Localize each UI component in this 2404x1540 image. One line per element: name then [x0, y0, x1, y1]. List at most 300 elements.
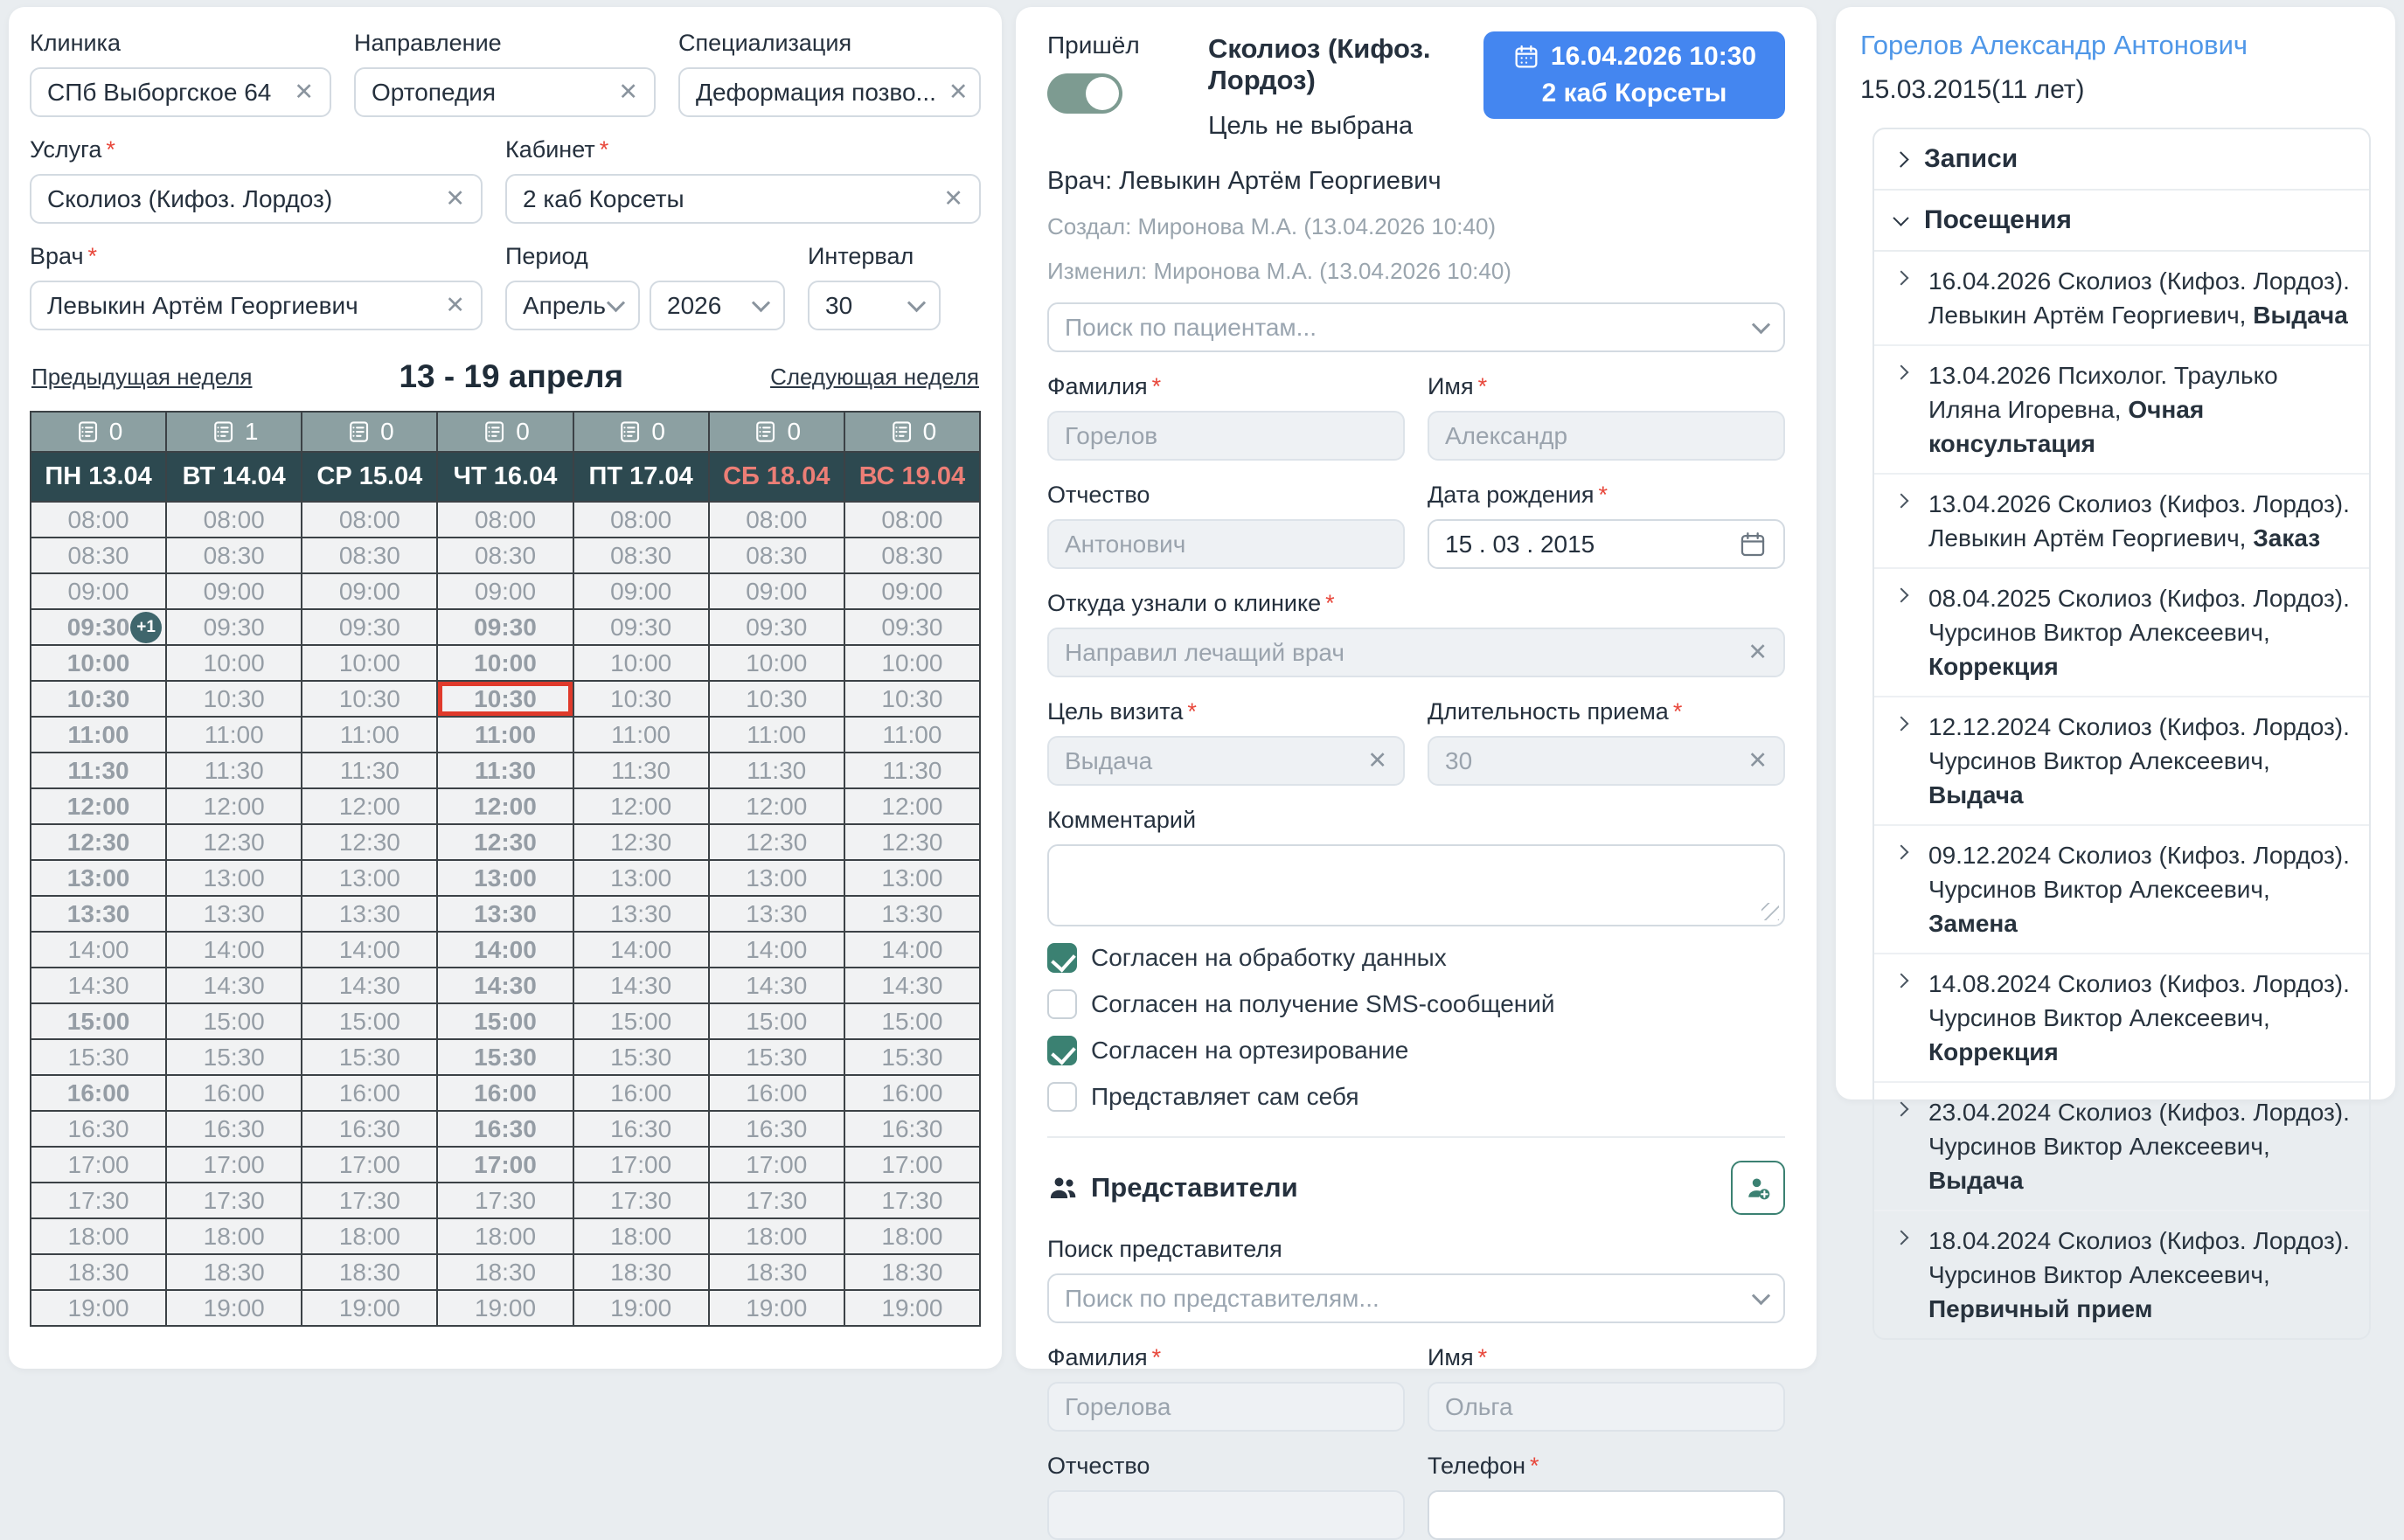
time-slot-17.04-12:30[interactable]: 12:30 — [573, 824, 709, 860]
time-slot-18.04-13:00[interactable]: 13:00 — [709, 860, 844, 896]
day-header: СБ 18.04 — [709, 452, 844, 502]
patient-birthdate: 15.03.2015(11 лет) — [1860, 75, 2085, 104]
duration-group: Длительность приема * 30 ✕ — [1428, 698, 1785, 786]
clinic-field-group — [30, 30, 331, 117]
time-slot-16.04-08:30[interactable]: 08:30 — [437, 538, 573, 573]
patient-name-group: Имя * Александр — [1428, 373, 1785, 461]
time-slot-13.04-13:00[interactable]: 13:00 — [31, 860, 166, 896]
time-slot-18.04-17:00[interactable]: 17:00 — [709, 1147, 844, 1183]
time-slot-19.04-12:30[interactable]: 12:30 — [844, 824, 980, 860]
visit-type: Замена — [1928, 910, 2018, 937]
time-slot-16.04-15:00[interactable]: 15:00 — [437, 1003, 573, 1039]
time-slot-16.04-16:00[interactable]: 16:00 — [437, 1075, 573, 1111]
day-appointment-count: 0 — [844, 412, 980, 452]
time-slot-14.04-16:00[interactable]: 16:00 — [166, 1075, 302, 1111]
time-slot-19.04-15:30[interactable]: 15:30 — [844, 1039, 980, 1075]
visit-type: Выдача — [1928, 1167, 2024, 1194]
visit-item-3[interactable] — [1874, 569, 2369, 697]
time-slot-18.04-19:00[interactable]: 19:00 — [709, 1290, 844, 1326]
time-slot-15.04-11:00[interactable]: 11:00 — [302, 717, 437, 753]
clear-icon[interactable]: ✕ — [943, 185, 963, 212]
time-slot-14.04-13:00[interactable]: 13:00 — [166, 860, 302, 896]
checkbox-checked-icon[interactable] — [1047, 943, 1077, 973]
time-slot-15.04-09:30[interactable]: 09:30 — [302, 609, 437, 645]
visit-item-6[interactable] — [1874, 954, 2369, 1083]
visit-item-8[interactable] — [1874, 1211, 2369, 1338]
visit-item-text: 09.12.2024 Сколиоз (Кифоз. Лордоз). Чурсинов Виктор Алексеевич, Замена — [1928, 842, 2350, 937]
time-slot-19.04-10:00[interactable]: 10:00 — [844, 645, 980, 681]
goal-status: Цель не выбрана — [1208, 112, 1414, 140]
time-slot-16.04-16:30[interactable]: 16:30 — [437, 1111, 573, 1147]
appointment-doctor-line: Врач: Левыкин Артём Георгиевич — [1047, 167, 1442, 195]
clinic-label: Клиника — [30, 30, 121, 56]
clear-icon[interactable]: ✕ — [1747, 639, 1768, 665]
doctor-input[interactable]: Левыкин Артём Георгиевич ✕ — [30, 281, 483, 330]
time-slot-16.04-12:30[interactable]: 12:30 — [437, 824, 573, 860]
time-slot-18.04-16:30[interactable]: 16:30 — [709, 1111, 844, 1147]
consent-checkbox-1[interactable] — [1047, 989, 1785, 1019]
day-appointment-count: 0 — [709, 412, 844, 452]
time-slot-17.04-15:30[interactable]: 15:30 — [573, 1039, 709, 1075]
time-slot-15.04-12:00[interactable]: 12:00 — [302, 788, 437, 824]
patient-search-input[interactable]: Поиск по пациентам... — [1047, 302, 1785, 352]
time-slot-13.04-14:00[interactable]: 14:00 — [31, 932, 166, 968]
rep-phone-group: Телефон * — [1428, 1453, 1785, 1540]
time-slot-17.04-11:30[interactable]: 11:30 — [573, 753, 709, 788]
time-slot-19.04-13:00[interactable]: 13:00 — [844, 860, 980, 896]
interval-label: Интервал — [808, 243, 914, 269]
time-slot-19.04-14:00[interactable]: 14:00 — [844, 932, 980, 968]
time-slot-18.04-10:00[interactable]: 10:00 — [709, 645, 844, 681]
service-label: Услуга — [30, 136, 102, 163]
doctor-field-group: Врач * Левыкин Артём Георгиевич ✕ — [30, 243, 483, 330]
time-slot-14.04-11:30[interactable]: 11:30 — [166, 753, 302, 788]
clear-icon[interactable]: ✕ — [948, 79, 969, 105]
time-slot-14.04-17:30[interactable]: 17:30 — [166, 1183, 302, 1218]
visit-item-1[interactable] — [1874, 346, 2369, 475]
time-slot-16.04-09:30[interactable]: 09:30 — [437, 609, 573, 645]
time-slot-19.04-17:00[interactable]: 17:00 — [844, 1147, 980, 1183]
clear-icon[interactable]: ✕ — [445, 292, 465, 318]
time-slot-18.04-09:30[interactable]: 09:30 — [709, 609, 844, 645]
time-slot-18.04-11:30[interactable]: 11:30 — [709, 753, 844, 788]
clear-icon[interactable]: ✕ — [1747, 747, 1768, 773]
time-slot-17.04-08:00[interactable]: 08:00 — [573, 502, 709, 538]
checkbox-unchecked-icon[interactable] — [1047, 1082, 1077, 1112]
time-slot-16.04-11:30[interactable]: 11:30 — [437, 753, 573, 788]
visit-item-text: 23.04.2024 Сколиоз (Кифоз. Лордоз). Чурсинов Виктор Алексеевич, Выдача — [1928, 1099, 2350, 1194]
time-slot-19.04-11:00[interactable]: 11:00 — [844, 717, 980, 753]
visit-type: Коррекция — [1928, 653, 2059, 680]
chevron-down-icon — [607, 294, 625, 312]
time-slot-16.04-13:30[interactable]: 13:30 — [437, 896, 573, 932]
time-slot-17.04-17:30[interactable]: 17:30 — [573, 1183, 709, 1218]
time-slot-14.04-11:00[interactable]: 11:00 — [166, 717, 302, 753]
time-slot-19.04-18:00[interactable]: 18:00 — [844, 1218, 980, 1254]
patient-panel — [1836, 7, 2395, 1322]
time-slot-16.04-12:00[interactable]: 12:00 — [437, 788, 573, 824]
comment-textarea[interactable] — [1047, 844, 1785, 926]
chevron-right-icon — [1894, 271, 1909, 286]
time-slot-18.04-12:00[interactable]: 12:00 — [709, 788, 844, 824]
time-slot-13.04-10:00[interactable]: 10:00 — [31, 645, 166, 681]
time-slot-18.04-14:00[interactable]: 14:00 — [709, 932, 844, 968]
time-slot-18.04-08:30[interactable]: 08:30 — [709, 538, 844, 573]
time-slot-14.04-08:00[interactable]: 08:00 — [166, 502, 302, 538]
time-slot-19.04-15:00[interactable]: 15:00 — [844, 1003, 980, 1039]
checkbox-label: Согласен на получение SMS-сообщений — [1091, 990, 1555, 1017]
time-slot-19.04-08:30[interactable]: 08:30 — [844, 538, 980, 573]
time-slot-17.04-09:30[interactable]: 09:30 — [573, 609, 709, 645]
time-slot-15.04-13:00[interactable]: 13:00 — [302, 860, 437, 896]
appointment-service-title: Сколиоз (Кифоз. Лордоз) — [1208, 33, 1431, 95]
time-slot-17.04-11:00[interactable]: 11:00 — [573, 717, 709, 753]
checkbox-checked-icon[interactable] — [1047, 1036, 1077, 1065]
time-slot-18.04-14:30[interactable]: 14:30 — [709, 968, 844, 1003]
time-slot-15.04-16:00[interactable]: 16:00 — [302, 1075, 437, 1111]
interval-field-group — [808, 243, 941, 330]
calendar-icon[interactable] — [1738, 530, 1768, 559]
time-slot-16.04-08:00[interactable]: 08:00 — [437, 502, 573, 538]
time-slot-17.04-13:00[interactable]: 13:00 — [573, 860, 709, 896]
time-slot-17.04-13:30[interactable]: 13:30 — [573, 896, 709, 932]
time-slot-14.04-18:30[interactable]: 18:30 — [166, 1254, 302, 1290]
specialization-field-group — [678, 30, 981, 117]
time-slot-14.04-10:00[interactable]: 10:00 — [166, 645, 302, 681]
time-slot-17.04-16:00[interactable]: 16:00 — [573, 1075, 709, 1111]
specialization-label: Специализация — [678, 30, 852, 56]
rep-search-group — [1047, 1236, 1785, 1323]
day-header: ЧТ 16.04 — [437, 452, 573, 502]
time-slot-16.04-09:00[interactable]: 09:00 — [437, 573, 573, 609]
time-slot-13.04-09:30[interactable]: 09:30 +1 — [31, 609, 166, 645]
direction-field-group — [354, 30, 656, 117]
next-week-link[interactable]: Следующая неделя — [770, 363, 979, 390]
time-slot-17.04-12:00[interactable]: 12:00 — [573, 788, 709, 824]
time-slot-14.04-08:30[interactable]: 08:30 — [166, 538, 302, 573]
time-slot-14.04-12:30[interactable]: 12:30 — [166, 824, 302, 860]
time-slot-18.04-11:00[interactable]: 11:00 — [709, 717, 844, 753]
time-slot-16.04-15:30[interactable]: 15:30 — [437, 1039, 573, 1075]
checkbox-label: Согласен на ортезирование — [1091, 1037, 1409, 1064]
visit-type: Заказ — [2253, 524, 2321, 551]
doctor-label: Врач — [30, 243, 84, 269]
rep-surname-input: Горелова — [1047, 1382, 1405, 1432]
time-slot-17.04-18:30[interactable]: 18:30 — [573, 1254, 709, 1290]
time-slot-16.04-10:00[interactable]: 10:00 — [437, 645, 573, 681]
schedule-count-icon — [481, 419, 507, 445]
visit-type: Выдача — [2253, 302, 2348, 329]
visit-item-2[interactable] — [1874, 475, 2369, 569]
chevron-right-icon — [1894, 845, 1909, 860]
day-header: СР 15.04 — [302, 452, 437, 502]
birthdate-input[interactable]: 15 . 03 . 2015 — [1428, 519, 1785, 569]
visit-item-text: 14.08.2024 Сколиоз (Кифоз. Лордоз). Чурсинов Виктор Алексеевич, Коррекция — [1928, 970, 2350, 1065]
chevron-right-icon — [1894, 494, 1909, 509]
time-slot-18.04-15:30[interactable]: 15:30 — [709, 1039, 844, 1075]
prev-week-link[interactable]: Предыдущая неделя — [31, 363, 253, 390]
time-slot-15.04-09:00[interactable]: 09:00 — [302, 573, 437, 609]
time-slot-13.04-15:00[interactable]: 15:00 — [31, 1003, 166, 1039]
clear-icon[interactable]: ✕ — [294, 79, 314, 105]
time-slot-13.04-11:30[interactable]: 11:30 — [31, 753, 166, 788]
consent-checkbox-0[interactable] — [1047, 943, 1785, 973]
time-slot-16.04-13:00[interactable]: 13:00 — [437, 860, 573, 896]
rep-search-input[interactable]: Поиск по представителям... — [1047, 1273, 1785, 1323]
history-card — [1872, 128, 2371, 1340]
consent-checkboxes — [1047, 943, 1785, 1112]
service-input[interactable]: Сколиоз (Кифоз. Лордоз) ✕ — [30, 174, 483, 224]
time-slot-19.04-10:30[interactable]: 10:30 — [844, 681, 980, 717]
chevron-right-icon — [1894, 1231, 1909, 1245]
time-slot-15.04-18:30[interactable]: 18:30 — [302, 1254, 437, 1290]
visit-goal-input: Выдача ✕ — [1047, 736, 1405, 786]
chevron-down-icon — [1893, 210, 1908, 225]
time-slot-19.04-13:30[interactable]: 13:30 — [844, 896, 980, 932]
time-slot-18.04-08:00[interactable]: 08:00 — [709, 502, 844, 538]
time-slot-14.04-17:00[interactable]: 17:00 — [166, 1147, 302, 1183]
schedule-count-icon — [345, 419, 372, 445]
time-slot-18.04-18:30[interactable]: 18:30 — [709, 1254, 844, 1290]
direction-input[interactable]: Ортопедия ✕ — [354, 67, 656, 117]
time-slot-15.04-12:30[interactable]: 12:30 — [302, 824, 437, 860]
interval-select[interactable]: 30 — [808, 281, 941, 330]
year-select[interactable]: 2026 — [650, 281, 785, 330]
day-appointment-count: 0 — [31, 412, 166, 452]
time-slot-16.04-17:30[interactable]: 17:30 — [437, 1183, 573, 1218]
chevron-right-icon — [1894, 717, 1909, 732]
month-select[interactable]: Апрель — [505, 281, 640, 330]
time-slot-17.04-18:00[interactable]: 18:00 — [573, 1218, 709, 1254]
time-slot-15.04-15:30[interactable]: 15:30 — [302, 1039, 437, 1075]
calendar-icon — [1512, 43, 1540, 71]
time-slot-14.04-14:00[interactable]: 14:00 — [166, 932, 302, 968]
patient-surname-group: Фамилия * Горелов — [1047, 373, 1405, 461]
time-slot-18.04-10:30[interactable]: 10:30 — [709, 681, 844, 717]
time-slot-18.04-12:30[interactable]: 12:30 — [709, 824, 844, 860]
time-slot-16.04-14:30[interactable]: 14:30 — [437, 968, 573, 1003]
time-slot-15.04-18:00[interactable]: 18:00 — [302, 1218, 437, 1254]
time-slot-18.04-16:00[interactable]: 16:00 — [709, 1075, 844, 1111]
birthdate-group: Дата рождения * 15 . 03 . 2015 — [1428, 482, 1785, 569]
time-slot-19.04-09:30[interactable]: 09:30 — [844, 609, 980, 645]
time-slot-13.04-08:30[interactable]: 08:30 — [31, 538, 166, 573]
chevron-right-icon — [1894, 365, 1909, 380]
time-slot-19.04-12:00[interactable]: 12:00 — [844, 788, 980, 824]
time-slot-19.04-18:30[interactable]: 18:30 — [844, 1254, 980, 1290]
time-slot-15.04-10:00[interactable]: 10:00 — [302, 645, 437, 681]
duration-input: 30 ✕ — [1428, 736, 1785, 786]
checkbox-label: Согласен на обработку данных — [1091, 944, 1447, 971]
time-slot-17.04-10:30[interactable]: 10:30 — [573, 681, 709, 717]
time-slot-16.04-18:00[interactable]: 18:00 — [437, 1218, 573, 1254]
chevron-right-icon — [1894, 588, 1909, 603]
chevron-down-icon — [1752, 316, 1770, 334]
time-slot-15.04-14:30[interactable]: 14:30 — [302, 968, 437, 1003]
day-appointment-count: 0 — [573, 412, 709, 452]
chevron-down-icon — [1752, 1287, 1770, 1305]
time-slot-15.04-17:30[interactable]: 17:30 — [302, 1183, 437, 1218]
rep-phone-input[interactable] — [1428, 1490, 1785, 1540]
day-header: ВС 19.04 — [844, 452, 980, 502]
time-slot-19.04-09:00[interactable]: 09:00 — [844, 573, 980, 609]
schedule-count-icon — [210, 419, 236, 445]
schedule-count-icon — [888, 419, 914, 445]
time-slot-13.04-11:00[interactable]: 11:00 — [31, 717, 166, 753]
time-slot-15.04-17:00[interactable]: 17:00 — [302, 1147, 437, 1183]
resize-handle-icon[interactable] — [1761, 903, 1779, 920]
cabinet-input[interactable]: 2 каб Корсеты ✕ — [505, 174, 981, 224]
time-slot-15.04-10:30[interactable]: 10:30 — [302, 681, 437, 717]
add-representative-button[interactable] — [1731, 1161, 1785, 1215]
consent-checkbox-2[interactable] — [1047, 1036, 1785, 1065]
extra-appointments-badge[interactable]: +1 — [130, 612, 162, 643]
time-slot-14.04-15:00[interactable]: 15:00 — [166, 1003, 302, 1039]
time-slot-17.04-14:00[interactable]: 14:00 — [573, 932, 709, 968]
time-slot-17.04-17:00[interactable]: 17:00 — [573, 1147, 709, 1183]
time-slot-15.04-15:00[interactable]: 15:00 — [302, 1003, 437, 1039]
checkbox-label: Представляет сам себя — [1091, 1083, 1359, 1110]
filters-schedule-panel — [9, 7, 1002, 1369]
time-slot-15.04-14:00[interactable]: 14:00 — [302, 932, 437, 968]
clear-icon[interactable]: ✕ — [1367, 747, 1387, 773]
time-slot-13.04-09:00[interactable]: 09:00 — [31, 573, 166, 609]
time-slot-15.04-08:00[interactable]: 08:00 — [302, 502, 437, 538]
time-slot-13.04-16:00[interactable]: 16:00 — [31, 1075, 166, 1111]
specialization-input[interactable]: Деформация позво... ✕ — [678, 67, 981, 117]
time-slot-18.04-18:00[interactable]: 18:00 — [709, 1218, 844, 1254]
time-slot-16.04-18:30[interactable]: 18:30 — [437, 1254, 573, 1290]
time-slot-13.04-08:00[interactable]: 08:00 — [31, 502, 166, 538]
visit-item-text: 12.12.2024 Сколиоз (Кифоз. Лордоз). Чурсинов Виктор Алексеевич, Выдача — [1928, 713, 2350, 808]
time-slot-13.04-18:30[interactable]: 18:30 — [31, 1254, 166, 1290]
time-slot-19.04-11:30[interactable]: 11:30 — [844, 753, 980, 788]
time-slot-16.04-10:30[interactable]: 10:30 — [437, 681, 573, 717]
visits-section-toggle[interactable]: Посещения — [1874, 191, 2369, 252]
schedule-table — [30, 411, 981, 1327]
time-slot-13.04-12:00[interactable]: 12:00 — [31, 788, 166, 824]
time-slot-13.04-19:00[interactable]: 19:00 — [31, 1290, 166, 1326]
time-slot-15.04-19:00[interactable]: 19:00 — [302, 1290, 437, 1326]
time-slot-13.04-15:30[interactable]: 15:30 — [31, 1039, 166, 1075]
visit-type: Выдача — [1928, 781, 2024, 808]
time-slot-17.04-14:30[interactable]: 14:30 — [573, 968, 709, 1003]
rep-patronymic-input — [1047, 1490, 1405, 1540]
time-slot-14.04-13:30[interactable]: 13:30 — [166, 896, 302, 932]
time-slot-14.04-09:00[interactable]: 09:00 — [166, 573, 302, 609]
time-slot-15.04-11:30[interactable]: 11:30 — [302, 753, 437, 788]
time-slot-19.04-17:30[interactable]: 17:30 — [844, 1183, 980, 1218]
time-slot-16.04-11:00[interactable]: 11:00 — [437, 717, 573, 753]
schedule-count-icon — [616, 419, 643, 445]
time-slot-14.04-10:30[interactable]: 10:30 — [166, 681, 302, 717]
time-slot-13.04-12:30[interactable]: 12:30 — [31, 824, 166, 860]
time-slot-13.04-17:30[interactable]: 17:30 — [31, 1183, 166, 1218]
time-slot-13.04-14:30[interactable]: 14:30 — [31, 968, 166, 1003]
visit-item-4[interactable] — [1874, 697, 2369, 826]
time-slot-13.04-17:00[interactable]: 17:00 — [31, 1147, 166, 1183]
visit-item-7[interactable] — [1874, 1083, 2369, 1211]
time-slot-16.04-14:00[interactable]: 14:00 — [437, 932, 573, 968]
patient-name-link[interactable]: Горелов Александр Антонович — [1860, 30, 2248, 60]
time-slot-16.04-17:00[interactable]: 17:00 — [437, 1147, 573, 1183]
time-slot-17.04-16:30[interactable]: 16:30 — [573, 1111, 709, 1147]
time-slot-17.04-15:00[interactable]: 15:00 — [573, 1003, 709, 1039]
time-slot-19.04-14:30[interactable]: 14:30 — [844, 968, 980, 1003]
time-slot-18.04-15:00[interactable]: 15:00 — [709, 1003, 844, 1039]
time-slot-19.04-16:00[interactable]: 16:00 — [844, 1075, 980, 1111]
period-field-group — [505, 243, 785, 330]
time-slot-13.04-18:00[interactable]: 18:00 — [31, 1218, 166, 1254]
time-slot-18.04-09:00[interactable]: 09:00 — [709, 573, 844, 609]
time-slot-17.04-19:00[interactable]: 19:00 — [573, 1290, 709, 1326]
time-slot-14.04-18:00[interactable]: 18:00 — [166, 1218, 302, 1254]
time-slot-18.04-13:30[interactable]: 13:30 — [709, 896, 844, 932]
time-slot-14.04-19:00[interactable]: 19:00 — [166, 1290, 302, 1326]
cabinet-label: Кабинет — [505, 136, 595, 163]
time-slot-15.04-08:30[interactable]: 08:30 — [302, 538, 437, 573]
time-slot-14.04-15:30[interactable]: 15:30 — [166, 1039, 302, 1075]
visit-goal-group: Цель визита * Выдача ✕ — [1047, 698, 1405, 786]
time-slot-15.04-13:30[interactable]: 13:30 — [302, 896, 437, 932]
toggle-knob — [1086, 77, 1119, 110]
modified-line: Изменил: Миронова М.А. (13.04.2026 10:40) — [1047, 258, 1511, 284]
time-slot-15.04-16:30[interactable]: 16:30 — [302, 1111, 437, 1147]
visit-item-0[interactable] — [1874, 252, 2369, 346]
records-section-toggle[interactable]: Записи — [1874, 129, 2369, 191]
time-slot-17.04-08:30[interactable]: 08:30 — [573, 538, 709, 573]
time-slot-14.04-14:30[interactable]: 14:30 — [166, 968, 302, 1003]
patient-patronymic-input: Антонович — [1047, 519, 1405, 569]
day-header: ПТ 17.04 — [573, 452, 709, 502]
created-line: Создал: Миронова М.А. (13.04.2026 10:40) — [1047, 213, 1497, 239]
time-slot-13.04-16:30[interactable]: 16:30 — [31, 1111, 166, 1147]
schedule-count-icon — [752, 419, 778, 445]
visit-type: Первичный прием — [1928, 1295, 2153, 1322]
rep-patronymic-group: Отчество — [1047, 1453, 1405, 1540]
time-slot-14.04-16:30[interactable]: 16:30 — [166, 1111, 302, 1147]
chevron-right-icon — [1893, 151, 1908, 167]
time-slot-14.04-12:00[interactable]: 12:00 — [166, 788, 302, 824]
clear-icon[interactable]: ✕ — [445, 185, 465, 212]
week-title: 13 - 19 апреля — [399, 358, 624, 394]
time-slot-13.04-10:30[interactable]: 10:30 — [31, 681, 166, 717]
visit-item-5[interactable] — [1874, 826, 2369, 954]
time-slot-19.04-16:30[interactable]: 16:30 — [844, 1111, 980, 1147]
time-slot-14.04-09:30[interactable]: 09:30 — [166, 609, 302, 645]
section-divider — [1047, 1136, 1785, 1138]
time-slot-17.04-09:00[interactable]: 09:00 — [573, 573, 709, 609]
day-appointment-count: 0 — [302, 412, 437, 452]
chevron-right-icon — [1894, 974, 1909, 989]
arrived-toggle[interactable] — [1047, 73, 1122, 114]
time-slot-13.04-13:30[interactable]: 13:30 — [31, 896, 166, 932]
consent-checkbox-3[interactable] — [1047, 1082, 1785, 1112]
time-slot-19.04-08:00[interactable]: 08:00 — [844, 502, 980, 538]
visit-item-text: 16.04.2026 Сколиоз (Кифоз. Лордоз). Левыкин Артём Георгиевич, Выдача — [1928, 267, 2350, 329]
service-field-group: Услуга * Сколиоз (Кифоз. Лордоз) ✕ — [30, 136, 483, 224]
datetime-cabinet-button[interactable]: 16.04.2026 10:30 2 каб Корсеты — [1483, 31, 1785, 119]
time-slot-17.04-10:00[interactable]: 10:00 — [573, 645, 709, 681]
clinic-input[interactable]: СПб Выборгское 64 ✕ — [30, 67, 331, 117]
checkbox-unchecked-icon[interactable] — [1047, 989, 1077, 1019]
time-slot-18.04-17:30[interactable]: 17:30 — [709, 1183, 844, 1218]
referral-group: Откуда узнали о клинике * Направил лечащий врач ✕ — [1047, 590, 1785, 677]
time-slot-19.04-19:00[interactable]: 19:00 — [844, 1290, 980, 1326]
visit-item-text: 08.04.2025 Сколиоз (Кифоз. Лордоз). Чурсинов Виктор Алексеевич, Коррекция — [1928, 585, 2350, 680]
clear-icon[interactable]: ✕ — [618, 79, 638, 105]
time-slot-16.04-19:00[interactable]: 19:00 — [437, 1290, 573, 1326]
